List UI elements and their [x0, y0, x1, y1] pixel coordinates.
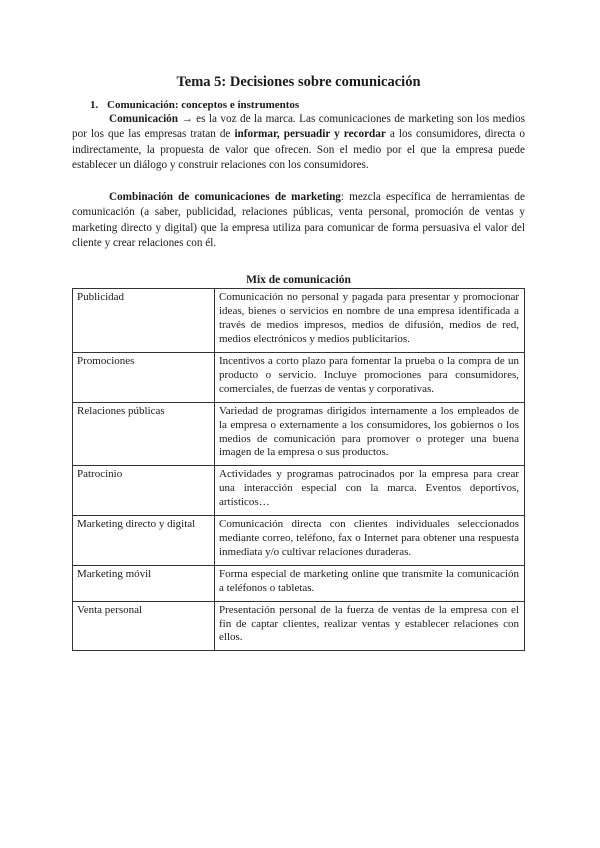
table-cell-description: Comunicación directa con clientes individuales seleccionados mediante correo, teléfono, fax o Internet para obtener una respuesta inmediata y/o cultivar relaciones duraderas. [215, 516, 525, 566]
table-cell-term: Relaciones públicas [73, 402, 215, 466]
term-combinacion: Combinación de comunicaciones de marketing [109, 191, 341, 204]
table-row [73, 466, 525, 516]
table-cell-description: Incentivos a corto plazo para fomentar la prueba o la compra de un producto o servicio. Incluye promociones para consumidores, comerciales, de fuerzas de ventas y corporativas. [215, 353, 525, 403]
table-cell-term: Marketing móvil [73, 565, 215, 601]
paragraph-combinacion [72, 190, 525, 251]
table-cell-description: Presentación personal de la fuerza de ventas de la empresa con el fin de captar clientes, realizar ventas y establecer relaciones con ellos. [215, 601, 525, 651]
section-heading-text: Comunicación: conceptos e instrumentos [107, 99, 300, 111]
section-heading [90, 99, 525, 111]
paragraph-text: a los consumidores, directa o indirectamente, la propuesta de valor que ofrecen. Son el medio por el que la empresa puede establecer un diálogo y construir relaciones con los consumidores. [72, 128, 525, 171]
section-number: 1. [90, 99, 99, 111]
table-cell-term: Publicidad [73, 289, 215, 353]
table-cell-description: Variedad de programas dirigidos internamente a los empleados de la empresa o externamente a los consumidores, los gobiernos o los medios de comunicación para promover o proteger una buena imagen de la empresa o sus productos. [215, 402, 525, 466]
emphasis-text: informar, persuadir y recordar [234, 128, 386, 141]
communication-mix-table [72, 288, 525, 651]
page-title: Tema 5: Decisiones sobre comunicación [176, 74, 421, 90]
table-row [73, 402, 525, 466]
table-row [73, 565, 525, 601]
table-row [73, 516, 525, 566]
table-cell-term: Patrocinio [73, 466, 215, 516]
table-body [73, 289, 525, 651]
table-cell-term: Promociones [73, 353, 215, 403]
table-cell-description: Comunicación no personal y pagada para presentar y promocionar ideas, bienes o servicios en nombre de una empresa identificada a través de medios impresos, medios de difusión, medios de red, medios electrónicos y medios publicitarios. [215, 289, 525, 353]
table-cell-term: Venta personal [73, 601, 215, 651]
paragraph-text: es la voz de la marca. Las comunicaciones de marketing son los medios por los que las empresas tratan de [72, 113, 525, 141]
paragraph-text: : mezcla específica de herramientas de comunicación (a saber, publicidad, relaciones públicas, venta personal, promoción de ventas y marketing directo y digital) que la empresa utiliza para comunicar de forma persuasiva el valor del cliente y crear relaciones con él. [72, 191, 525, 250]
table-row [73, 601, 525, 651]
table-caption: Mix de comunicación [246, 274, 351, 287]
arrow-symbol: → [178, 113, 197, 125]
table-cell-description: Forma especial de marketing online que transmite la comunicación a teléfonos o tabletas. [215, 565, 525, 601]
table-row [73, 289, 525, 353]
paragraph-comunicacion [72, 112, 525, 173]
document-page [72, 74, 525, 651]
table-cell-description: Actividades y programas patrocinados por la empresa para crear una interacción especial con la marca. Eventos deportivos, artísticos… [215, 466, 525, 516]
table-cell-term: Marketing directo y digital [73, 516, 215, 566]
term-comunicacion: Comunicación [109, 113, 178, 125]
table-row [73, 353, 525, 403]
